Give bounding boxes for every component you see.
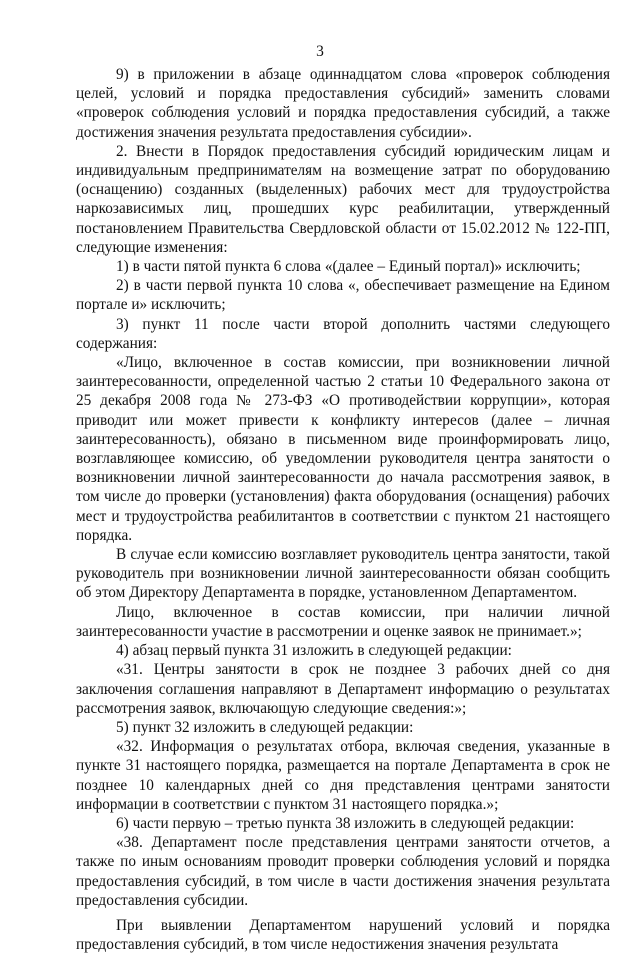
paragraph: 9) в приложении в абзаце одиннадцатом слова «проверок соблюдения целей, условий и порядка предоставления субсидий» заменить словами «проверок соблюдения условий и порядка предоставления субсидий, а также достижения значения результата предоставления субсидии». [76, 66, 610, 141]
paragraph: 1) в части пятой пункта 6 слова «(далее – Единый портал)» исключить; [116, 258, 581, 276]
paragraph: 5) пункт 32 изложить в следующей редакции: [116, 718, 414, 736]
paragraph: 3) пункт 11 после части второй дополнить частями следующего содержания: [76, 315, 610, 352]
paragraph: «Лицо, включенное в состав комиссии, при возникновении личной заинтересованности, определенной частью 2 статьи 10 Федерального закона от 25 декабря 2008 года № 273-ФЗ «О противодействии коррупции», которая приводит или может привести к конфликту интересов (далее – личная заинтересованность), обязано в письменном виде проинформировать лицо, возглавляющее комиссию, об уведомлении руководителя центра занятости о возникновении личной заинтересованности до начала рассмотрения заявок, в том числе до проверки (установления) факта оборудования (оснащения) рабочих мест и трудоустройства реабилитантов в соответствии с пунктом 21 настоящего порядка. [76, 354, 610, 544]
paragraph: 6) части первую – третью пункта 38 изложить в следующей редакции: [116, 814, 575, 832]
paragraph: При выявлении Департаментом нарушений условий и порядка предоставления субсидий, в том числе недостижения значения результата [76, 916, 610, 954]
paragraph: 2. Внести в Порядок предоставления субсидий юридическим лицам и индивидуальным предпринимателям на возмещение затрат по оборудованию (оснащению) созданных (выделенных) рабочих мест для трудоустройства наркозависимых лиц, прошедших курс реабилитации, утвержденный постановлением Правительства Свердловской области от 15.02.2012 № 122-ПП, следующие изменения: [76, 142, 610, 256]
paragraph: 4) абзац первый пункта 31 изложить в следующей редакции: [116, 642, 512, 660]
paragraph: «38. Департамент после представления центрами занятости отчетов, а также по иным основаниям проводит проверки соблюдения условий и порядка предоставления субсидий, в том числе в части достижения значения результата предоставления субсидии. [76, 834, 610, 909]
page-number: 3 [316, 43, 324, 60]
paragraph: «31. Центры занятости в срок не позднее 3 рабочих дней со дня заключения соглашения направляют в Департамент информацию о результатах рассмотрения заявок, включающую следующие сведения:»; [76, 661, 610, 717]
paragraph: 2) в части первой пункта 10 слова «, обеспечивает размещение на Едином портале и» исключить; [76, 277, 610, 314]
paragraph: В случае если комиссию возглавляет руководитель центра занятости, такой руководитель при возникновении личной заинтересованности обязан сообщить об этом Директору Департамента в порядке, установленном Департаментом. [76, 546, 610, 602]
document-body [76, 65, 610, 954]
paragraph: Лицо, включенное в состав комиссии, при наличии личной заинтересованности участие в рассмотрении и оценке заявок не принимает.»; [76, 603, 610, 640]
paragraph: «32. Информация о результатах отбора, включая сведения, указанные в пункте 31 настоящего порядка, размещается на портале Департамента в срок не позднее 10 календарных дней со дня представления центрами занятости информации в соответствии с пунктом 31 настоящего порядка.»; [76, 738, 610, 813]
